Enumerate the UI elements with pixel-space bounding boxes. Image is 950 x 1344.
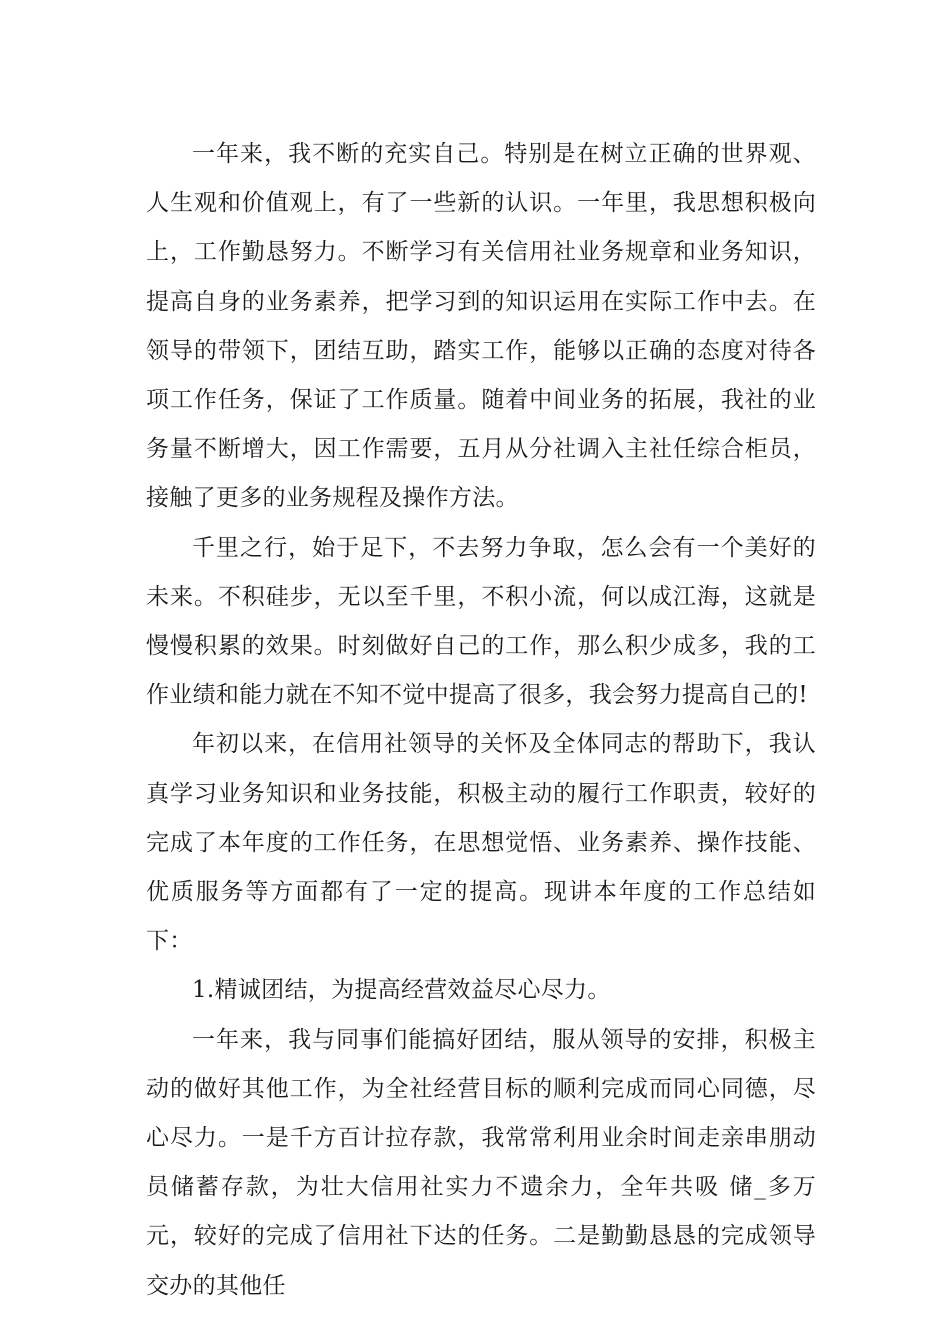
paragraph-5: 一年来，我与同事们能搞好团结，服从领导的安排，积极主动的做好其他工作，为全社经营目标的顺利完成而同心同德，尽心尽力。一是千方百计拉存款，我常常利用业余时间走亲串朋动员储蓄存款，为壮大信用社实力不遗余力，全年共吸 储_多万元，较好的完成了信用社下达的任务。二是勤勤恳恳的完成领导交办的其他任 — [146, 1026, 816, 1299]
paragraph-2: 千里之行，始于足下，不去努力争取，怎么会有一个美好的未来。不积硅步，无以至千里，不积小流，何以成江海，这就是慢慢积累的效果。时刻做好自己的工作，那么积少成多，我的工作业绩和能力就在不知不觉中提高了很多，我会努力提高自己的! — [146, 534, 816, 709]
document-body — [146, 130, 816, 1311]
paragraph-3: 年初以来，在信用社领导的关怀及全体同志的帮助下，我认真学习业务知识和业务技能，积极主动的履行工作职责，较好的完成了本年度的工作任务，在思想觉悟、业务素养、操作技能、优质服务等方面都有了一定的提高。现讲本年度的工作总结如下： — [146, 731, 816, 955]
paragraph-1: 一年来，我不断的充实自己。特别是在树立正确的世界观、人生观和价值观上，有了一些新的认识。一年里，我思想积极向上，工作勤恳努力。不断学习有关信用社业务规章和业务知识，提高自身的业务素养，把学习到的知识运用在实际工作中去。在领导的带领下，团结互助，踏实工作，能够以正确的态度对待各项工作任务，保证了工作质量。随着中间业务的拓展，我社的业务量不断增大，因工作需要，五月从分社调入主社任综合柜员，接触了更多的业务规程及操作方法。 — [146, 141, 816, 512]
paragraph-4: 1.精诚团结，为提高经营效益尽心尽力。 — [192, 977, 611, 1004]
